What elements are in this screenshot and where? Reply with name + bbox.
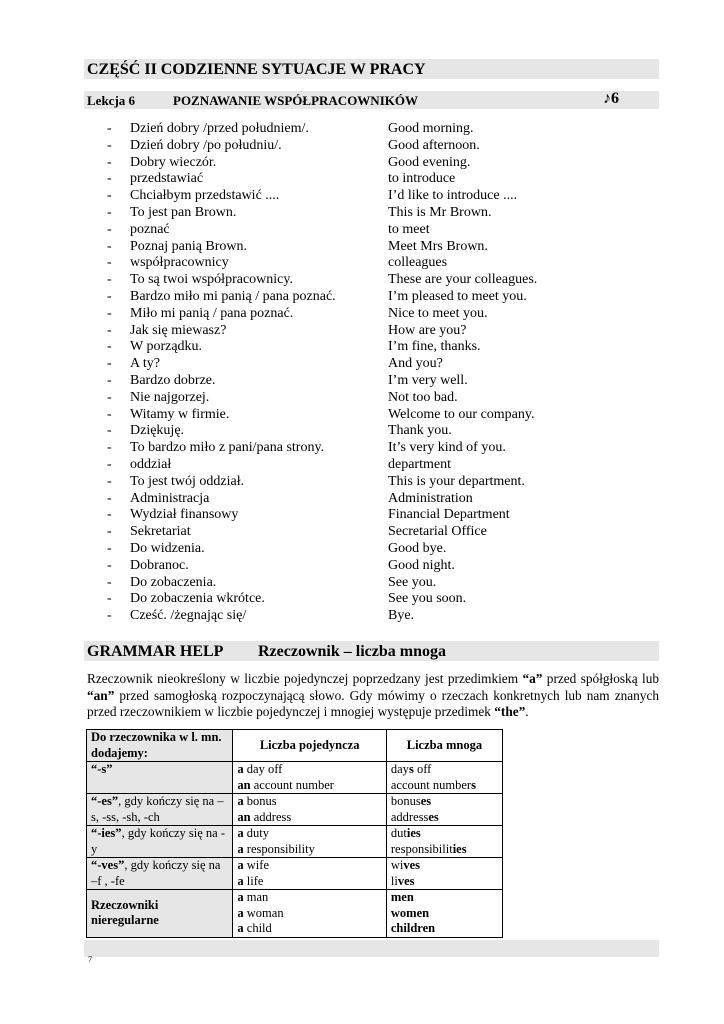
table-header-row [87, 730, 503, 762]
rule-cell: “-es”, gdy kończy się na –s, -ss, -sh, -ch [87, 794, 233, 826]
bullet-dash: - [107, 608, 112, 624]
table-row [87, 858, 503, 890]
bullet-dash: - [107, 171, 112, 187]
english-phrase: Good night. [388, 557, 455, 573]
vocab-row [0, 289, 724, 306]
english-phrase: See you. [388, 574, 437, 590]
vocab-row [0, 138, 724, 155]
vocab-row [0, 507, 724, 524]
bullet-dash: - [107, 339, 112, 355]
bullet-dash: - [107, 524, 112, 540]
polish-phrase: Do zobaczenia wkrótce. [130, 591, 265, 607]
bullet-dash: - [107, 221, 112, 237]
english-phrase: This is your department. [388, 473, 525, 489]
bullet-dash: - [107, 288, 112, 304]
english-phrase: And you? [388, 356, 443, 372]
polish-phrase: poznać [130, 221, 170, 237]
bullet-dash: - [107, 540, 112, 556]
vocab-row [0, 440, 724, 457]
singular-cell: a man a woman a child [233, 890, 386, 938]
polish-phrase: Bardzo dobrze. [130, 372, 216, 388]
polish-phrase: To jest twój oddział. [130, 473, 245, 489]
polish-phrase: Dziękuję. [130, 423, 185, 439]
vocab-row [0, 356, 724, 373]
polish-phrase: Dzień dobry /przed południem/. [130, 121, 309, 136]
polish-phrase: Cześć. /żegnając się/ [130, 608, 247, 624]
polish-phrase: Miło mi panią / pana poznać. [130, 305, 294, 321]
footer-bar [84, 940, 659, 957]
english-phrase: I’m fine, thanks. [388, 339, 481, 355]
english-phrase: Thank you. [388, 423, 452, 439]
vocabulary-list [0, 121, 724, 625]
vocab-row [0, 222, 724, 239]
polish-phrase: Dobranoc. [130, 557, 189, 573]
polish-phrase: Dobry wieczór. [130, 154, 217, 170]
bullet-dash: - [107, 406, 112, 422]
polish-phrase: To są twoi współpracownicy. [130, 272, 293, 288]
singular-cell: a day off an account number [233, 762, 386, 794]
plural-cell: duties responsibilities [386, 826, 502, 858]
bullet-dash: - [107, 456, 112, 472]
bullet-dash: - [107, 423, 112, 439]
bullet-dash: - [107, 574, 112, 590]
plural-cell: men women children [386, 890, 502, 938]
english-phrase: See you soon. [388, 591, 467, 607]
table-row [87, 826, 503, 858]
english-phrase: These are your colleagues. [388, 272, 538, 288]
vocab-row [0, 255, 724, 272]
polish-phrase: Do zobaczenia. [130, 574, 217, 590]
vocab-row [0, 171, 724, 188]
polish-phrase: przedstawiać [130, 171, 204, 187]
vocab-row [0, 591, 724, 608]
polish-phrase: A ty? [130, 356, 160, 372]
english-phrase: Secretarial Office [388, 524, 487, 540]
bullet-dash: - [107, 591, 112, 607]
bullet-dash: - [107, 372, 112, 388]
vocab-row [0, 339, 724, 356]
grammar-subheading: Rzeczownik – liczba mnoga [258, 643, 446, 660]
english-phrase: Good morning. [388, 121, 474, 136]
vocab-row [0, 155, 724, 172]
polish-phrase: Wydział finansowy [130, 507, 239, 523]
table-row [87, 890, 503, 938]
bullet-dash: - [107, 440, 112, 456]
english-phrase: Good bye. [388, 540, 447, 556]
bullet-dash: - [107, 154, 112, 170]
table-row [87, 762, 503, 794]
bullet-dash: - [107, 255, 112, 271]
english-phrase: Nice to meet you. [388, 305, 488, 321]
polish-phrase: oddział [130, 456, 172, 472]
english-phrase: How are you? [388, 322, 467, 338]
bullet-dash: - [107, 121, 112, 136]
polish-phrase: Chciałbym przedstawić .... [130, 188, 280, 204]
vocab-row [0, 407, 724, 424]
english-phrase: Administration [388, 490, 473, 506]
vocab-row [0, 491, 724, 508]
polish-phrase: współpracownicy [130, 255, 229, 271]
english-phrase: I’m very well. [388, 372, 468, 388]
bullet-dash: - [107, 473, 112, 489]
lesson-number: Lekcja 6 [87, 93, 136, 108]
english-phrase: to introduce [388, 171, 456, 187]
singular-cell: a wife a life [233, 858, 386, 890]
bullet-dash: - [107, 272, 112, 288]
plural-cell: wives lives [386, 858, 502, 890]
english-phrase: colleagues [388, 255, 448, 271]
rule-cell: Rzeczowniki nieregularne [87, 890, 233, 938]
header-plural: Liczba mnoga [386, 730, 502, 762]
english-phrase: I’d like to introduce .... [388, 188, 518, 204]
audio-track-label: ♪6 [603, 90, 619, 107]
vocab-row [0, 373, 724, 390]
vocab-row [0, 239, 724, 256]
polish-phrase: To bardzo miło z pani/pana strony. [130, 440, 325, 456]
english-phrase: Good evening. [388, 154, 471, 170]
vocab-row [0, 188, 724, 205]
vocab-row [0, 423, 724, 440]
english-phrase: It’s very kind of you. [388, 440, 506, 456]
english-phrase: This is Mr Brown. [388, 204, 492, 220]
plural-cell: bonuses addresses [386, 794, 502, 826]
bullet-dash: - [107, 507, 112, 523]
lesson-title: POZNAWANIE WSPÓŁPRACOWNIKÓW [173, 93, 418, 108]
plural-cell: days off account numbers [386, 762, 502, 794]
polish-phrase: Bardzo miło mi panią / pana poznać. [130, 288, 336, 304]
singular-cell: a bonus an address [233, 794, 386, 826]
vocab-row [0, 474, 724, 491]
polish-phrase: Jak się miewasz? [130, 322, 227, 338]
rule-cell: “-ies”, gdy kończy się na -y [87, 826, 233, 858]
vocab-row [0, 306, 724, 323]
plural-rules-table [86, 729, 503, 938]
polish-phrase: Sekretariat [130, 524, 191, 540]
bullet-dash: - [107, 490, 112, 506]
polish-phrase: Dzień dobry /po południu/. [130, 137, 282, 153]
vocab-row [0, 121, 724, 138]
vocab-row [0, 457, 724, 474]
english-phrase: Bye. [388, 608, 415, 624]
polish-phrase: Poznaj panią Brown. [130, 238, 248, 254]
bullet-dash: - [107, 188, 112, 204]
vocab-row [0, 205, 724, 222]
polish-phrase: W porządku. [130, 339, 203, 355]
singular-cell: a duty a responsibility [233, 826, 386, 858]
english-phrase: Meet Mrs Brown. [388, 238, 488, 254]
polish-phrase: Witamy w firmie. [130, 406, 230, 422]
vocab-row [0, 541, 724, 558]
page-number: 7 [88, 955, 92, 964]
english-phrase: Good afternoon. [388, 137, 480, 153]
bullet-dash: - [107, 137, 112, 153]
english-phrase: department [388, 456, 451, 472]
bullet-dash: - [107, 238, 112, 254]
vocab-row [0, 323, 724, 340]
vocab-row [0, 272, 724, 289]
polish-phrase: To jest pan Brown. [130, 204, 237, 220]
rule-cell: “-ves”, gdy kończy się na –f , -fe [87, 858, 233, 890]
vocab-row [0, 524, 724, 541]
rule-cell: “-s” [87, 762, 233, 794]
bullet-dash: - [107, 322, 112, 338]
bullet-dash: - [107, 356, 112, 372]
english-phrase: Financial Department [388, 507, 510, 523]
header-rule: Do rzeczownika w l. mn. dodajemy: [87, 730, 233, 762]
polish-phrase: Administracja [130, 490, 210, 506]
grammar-heading: GRAMMAR HELP [87, 643, 224, 660]
english-phrase: Welcome to our company. [388, 406, 535, 422]
bullet-dash: - [107, 389, 112, 405]
english-phrase: Not too bad. [388, 389, 458, 405]
table-row [87, 794, 503, 826]
vocab-row [0, 390, 724, 407]
english-phrase: I’m pleased to meet you. [388, 288, 527, 304]
polish-phrase: Nie najgorzej. [130, 389, 210, 405]
header-singular: Liczba pojedyncza [233, 730, 386, 762]
vocab-row [0, 558, 724, 575]
polish-phrase: Do widzenia. [130, 540, 205, 556]
vocab-row [0, 608, 724, 625]
part-title: CZĘŚĆ II CODZIENNE SYTUACJE W PRACY [87, 61, 426, 78]
grammar-paragraph: Rzeczownik nieokreślony w liczbie pojedynczej poprzedzany jest przedimkiem “a” przed spółgłoską lub “an” przed samogłoską rozpoczynającą słowo. Gdy mówimy o rzeczach konkretnych lub nam znanych przed rzeczownikiem w liczbie pojedynczej i mnogiej występuje przedimek “the”. [87, 671, 659, 720]
bullet-dash: - [107, 557, 112, 573]
vocab-row [0, 575, 724, 592]
bullet-dash: - [107, 204, 112, 220]
english-phrase: to meet [388, 221, 430, 237]
bullet-dash: - [107, 305, 112, 321]
